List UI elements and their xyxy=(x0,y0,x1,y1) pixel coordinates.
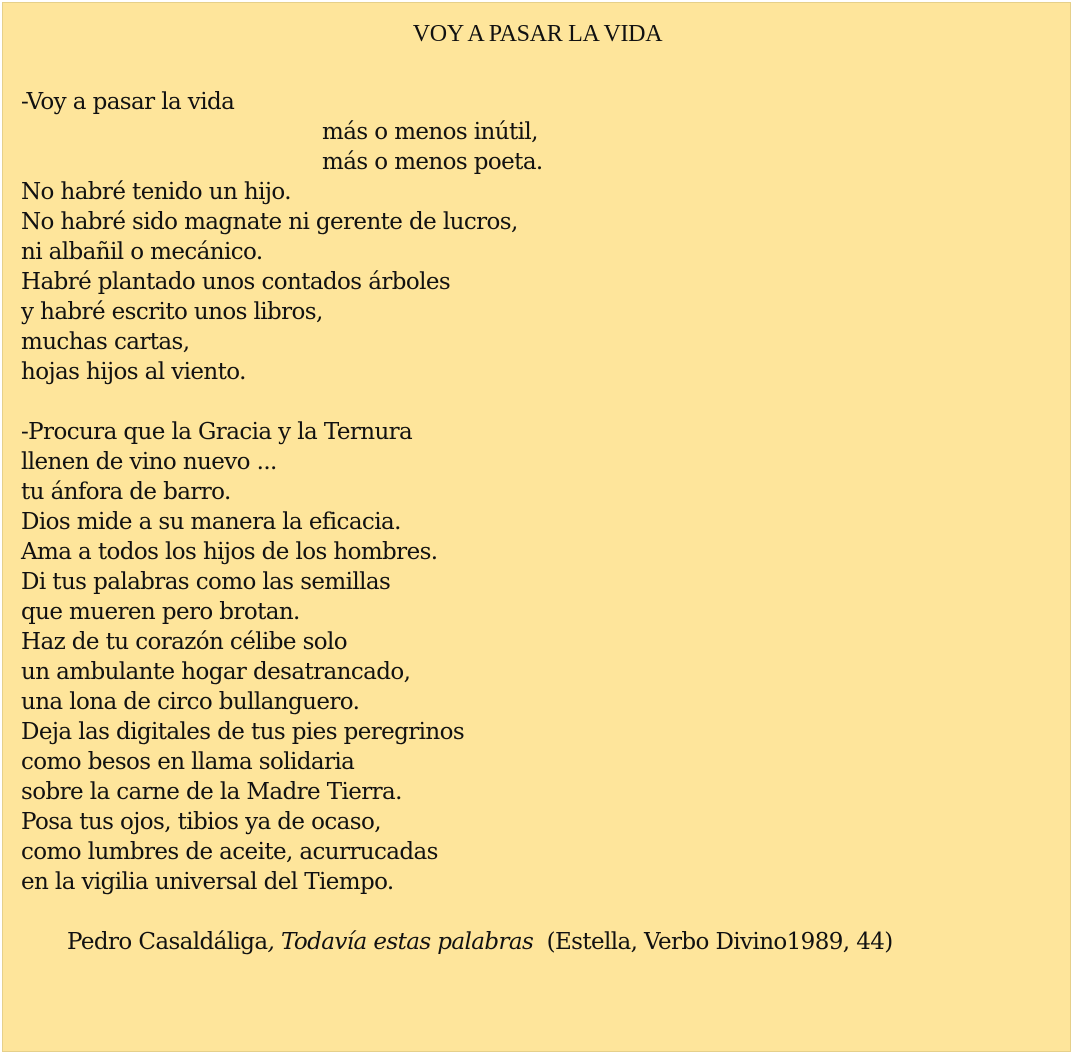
citation-publication: (Estella, Verbo Divino1989, 44) xyxy=(533,929,893,955)
poem-line: Habré plantado unos contados árboles xyxy=(21,269,451,295)
poem-line: muchas cartas, xyxy=(21,329,190,355)
poem-line: hojas hijos al viento. xyxy=(21,359,246,385)
poem-line: que mueren pero brotan. xyxy=(21,599,300,625)
poem-line: tu ánfora de barro. xyxy=(21,479,231,505)
poem-line: No habré sido magnate ni gerente de lucros, xyxy=(21,209,518,235)
poem-line: en la vigilia universal del Tiempo. xyxy=(21,869,394,895)
poem-line: -Voy a pasar la vida xyxy=(21,89,235,115)
poem-line: más o menos inútil, xyxy=(322,119,538,145)
poem-line: sobre la carne de la Madre Tierra. xyxy=(21,779,402,805)
poem-line: un ambulante hogar desatrancado, xyxy=(21,659,411,685)
stanza-1 xyxy=(21,87,1051,387)
poem-line: llenen de vino nuevo ... xyxy=(21,449,277,475)
poem-line: y habré escrito unos libros, xyxy=(21,299,323,325)
poem-line: No habré tenido un hijo. xyxy=(21,179,291,205)
poem-line: más o menos poeta. xyxy=(322,149,543,175)
poem-line: Posa tus ojos, tibios ya de ocaso, xyxy=(21,809,381,835)
stanza-break xyxy=(21,387,1051,417)
poem-line: -Procura que la Gracia y la Ternura xyxy=(21,419,413,445)
poem-line: Di tus palabras como las semillas xyxy=(21,569,391,595)
citation-work-title: Todavía estas palabras xyxy=(280,929,534,955)
poem-line: Deja las digitales de tus pies peregrinos xyxy=(21,719,465,745)
poem-line: Dios mide a su manera la eficacia. xyxy=(21,509,401,535)
poem-body xyxy=(21,87,1051,897)
poem-page xyxy=(2,2,1071,1052)
poem-line: como besos en llama solidaria xyxy=(21,749,355,775)
poem-line: Ama a todos los hijos de los hombres. xyxy=(21,539,438,565)
citation-author: Pedro Casaldáliga xyxy=(67,929,268,955)
stanza-2 xyxy=(21,417,1051,897)
citation-separator: , xyxy=(267,929,281,955)
poem-line: como lumbres de aceite, acurrucadas xyxy=(21,839,438,865)
poem-line: ni albañil o mecánico. xyxy=(21,239,263,265)
citation xyxy=(67,927,893,957)
poem-line: Haz de tu corazón célibe solo xyxy=(21,629,348,655)
poem-line: una lona de circo bullanguero. xyxy=(21,689,360,715)
poem-title: VOY A PASAR LA VIDA xyxy=(412,21,663,47)
